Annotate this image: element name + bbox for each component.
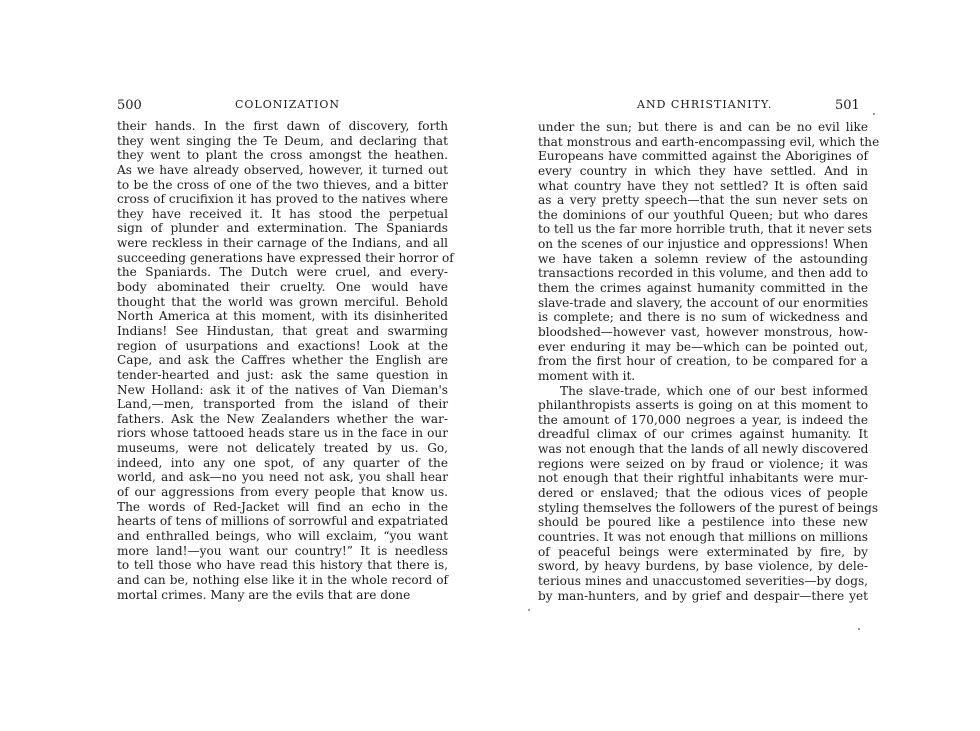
text-line: sword, by heavy burdens, by base violence, by dele-: [538, 559, 868, 574]
text-line: to be the cross of one of the two thieves, and a bitter: [117, 177, 448, 192]
text-line: The slave-trade, which one of our best informed: [560, 383, 868, 398]
left-running-head: COLONIZATION: [235, 98, 341, 111]
text-line: Indians! See Hindustan, that great and swarming: [117, 323, 448, 338]
text-line: that monstrous and earth-encompassing evil, which the: [538, 134, 880, 149]
scan-speck: [528, 609, 530, 611]
text-line: what country have they not settled? It is often said: [538, 178, 868, 193]
text-line: succeeding generations have expressed their horror of: [117, 250, 454, 265]
text-line: to tell us the far more horrible truth, that it never sets: [538, 222, 872, 237]
text-line: their hands. In the first dawn of discovery, forth: [117, 119, 448, 133]
text-line: sign of plunder and extermination. The Spaniards: [117, 221, 448, 236]
text-line: As we have already observed, however, it turned out: [117, 162, 448, 177]
text-line: fathers. Ask the New Zealanders whether the war-: [117, 411, 448, 426]
text-line: tender-hearted and just: ask the same question in: [117, 367, 448, 382]
text-line: transactions recorded in this volume, and then add to: [538, 266, 868, 281]
text-line: philanthropists asserts is going on at this moment to: [538, 398, 868, 413]
text-line: mortal crimes. Many are the evils that are done: [117, 587, 411, 602]
text-line: as a very pretty speech—that the sun never sets on: [538, 193, 868, 208]
text-line: countries. It was not enough that millions on millions: [538, 529, 868, 544]
text-line: they went to plant the cross amongst the heathen.: [117, 148, 448, 163]
left-page-text: [117, 119, 454, 602]
text-line: the Spaniards. The Dutch were cruel, and every-: [117, 265, 448, 280]
text-line: Land,—men, transported from the island of their: [117, 397, 448, 412]
text-line: Cape, and ask the Caffres whether the English are: [117, 353, 448, 368]
text-line: should be poured like a pestilence into these new: [538, 515, 868, 530]
text-line: world, and ask—no you need not ask, you shall hear: [117, 470, 448, 485]
text-line: of our aggressions from every people that know us.: [117, 485, 448, 500]
text-line: Europeans have committed against the Aborigines of: [538, 149, 868, 164]
scan-speck: [858, 628, 860, 630]
text-line: not enough that their rightful inhabitants were mur-: [538, 471, 868, 486]
text-line: every country in which they have settled. And in: [538, 163, 868, 178]
text-line: regions were seized on by fraud or violence; it was: [538, 456, 868, 471]
text-line: from the first hour of creation, to be compared for a: [538, 354, 868, 369]
text-line: indeed, into any one spot, of any quarter of the: [117, 455, 448, 470]
text-line: they have received it. It has stood the perpetual: [117, 206, 448, 221]
text-line: of peaceful beings were exterminated by fire, by: [538, 544, 868, 559]
text-line: region of usurpations and exactions! Look at the: [117, 338, 448, 353]
text-line: the amount of 170,000 negroes a year, is indeed the: [538, 412, 868, 427]
text-line: moment with it.: [538, 368, 636, 383]
text-line: and can be, nothing else like it in the whole record of: [117, 572, 448, 587]
text-line: North America at this moment, with its disinherited: [117, 309, 448, 324]
text-line: styling themselves the followers of the purest of beings: [538, 500, 879, 515]
text-line: by man-hunters, and by grief and despair—there yet: [538, 588, 868, 603]
text-line: more land!—you want our country!” It is needless: [117, 543, 448, 558]
text-line: New Holland: ask it of the natives of Van Dieman's: [117, 382, 448, 397]
right-page-text: [538, 120, 880, 603]
text-line: riors whose tattooed heads stare us in the face in our: [117, 426, 448, 441]
text-line: The words of Red-Jacket will find an echo in the: [117, 499, 448, 514]
text-line: were reckless in their carnage of the Indians, and all: [117, 236, 448, 251]
right-running-head: AND CHRISTIANITY.: [637, 98, 773, 111]
text-line: on the scenes of our injustice and oppressions! When: [538, 237, 868, 252]
text-line: them the crimes against humanity committed in the: [538, 281, 868, 296]
text-line: they went singing the Te Deum, and declaring that: [117, 133, 448, 148]
right-page-number: 501: [835, 98, 860, 113]
text-line: thought that the world was grown merciful. Behold: [117, 294, 448, 309]
text-line: we have taken a solemn review of the astounding: [538, 251, 868, 266]
right-page: [490, 0, 980, 731]
text-line: and enthralled beings, who will exclaim, “you want: [117, 528, 448, 543]
text-line: under the sun; but there is and can be no evil like: [538, 120, 868, 134]
text-line: the dominions of our youthful Queen; but who dares: [538, 207, 868, 222]
text-line: to tell those who have read this history that there is,: [117, 558, 448, 573]
text-line: is complete; and there is no sum of wickedness and: [538, 310, 868, 325]
text-line: bloodshed—however vast, however monstrous, how-: [538, 324, 868, 339]
text-line: ever enduring it may be—which can be pointed out,: [538, 339, 868, 354]
text-line: dered or enslaved; that the odious vices of people: [538, 486, 868, 501]
text-line: body abominated their cruelty. One would have: [117, 280, 448, 295]
scan-speck: [873, 113, 875, 115]
text-line: was not enough that the lands of all newly discovered: [538, 442, 869, 457]
text-line: slave-trade and slavery, the account of our enormities: [538, 295, 869, 310]
text-line: hearts of tens of millions of sorrowful and expatriated: [117, 514, 449, 529]
text-line: cross of crucifixion it has proved to the natives where: [117, 192, 448, 207]
text-line: museums, were not delicately treated by us. Go,: [117, 441, 448, 456]
left-page-number: 500: [117, 98, 142, 113]
text-line: terious mines and unaccustomed severities—by dogs,: [538, 573, 868, 588]
text-line: dreadful climax of our crimes against humanity. It: [538, 427, 868, 442]
